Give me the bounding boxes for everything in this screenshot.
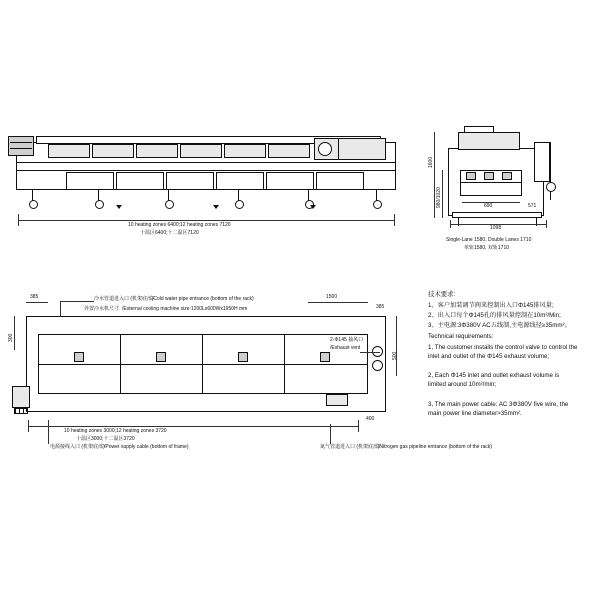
tech-heading-cn: 技术要求: <box>428 291 456 298</box>
annotation-power-supply-en: /Power supply cable (bottom of frame) <box>104 444 189 450</box>
panel-detail-line <box>10 142 32 143</box>
hood-segment <box>268 144 310 158</box>
dim-right-height: 500 <box>392 351 398 360</box>
hood-segment <box>48 144 90 158</box>
callout-leader-line <box>60 301 61 317</box>
dim-width-side: 571 <box>528 203 537 209</box>
panel-detail-line <box>10 148 32 149</box>
annotation-cold-water-inlet-cn: 冷水管道进入口 (机架底部) <box>94 296 154 302</box>
tech-item-en-3: 3, The main power cable: AC 3Φ380V five wire, the main power line diameter>35mm². <box>428 401 569 418</box>
plan-zone-divider <box>202 334 203 394</box>
dim-width-outer: 1098 <box>490 225 502 231</box>
callout-leader-line <box>48 420 49 444</box>
blower-unit <box>74 352 84 362</box>
caster-wheel-icon <box>235 200 244 209</box>
exit-divider <box>338 138 339 160</box>
technical-requirements-block <box>428 290 594 440</box>
heater-block <box>502 172 512 180</box>
hood-segment <box>180 144 222 158</box>
hood-segment <box>136 144 178 158</box>
hood-segment <box>224 144 266 158</box>
exit-fan-icon <box>318 142 332 156</box>
top-span-dimension-line <box>308 302 368 303</box>
arm-pivot-icon <box>546 182 556 192</box>
caster-wheel-icon <box>373 200 382 209</box>
conveyor-rail-line <box>460 182 522 183</box>
dimension-tick <box>358 420 359 432</box>
dimension-marker <box>116 205 122 209</box>
callout-leader-line <box>60 301 94 302</box>
dimension-tick <box>18 214 19 226</box>
side-zone-label-en: 10 heating zones 6400;12 heating zones 7120 <box>128 222 231 228</box>
blower-unit <box>238 352 248 362</box>
tech-item-cn-1: 1、客户加装调节阀来控制出入口Φ145排风量; <box>428 302 554 309</box>
dim-top-span: 1500 <box>326 294 338 300</box>
dimension-tick <box>450 220 451 228</box>
lane-label-cn: 单轨1580, 双轨1710 <box>464 245 510 251</box>
side-zone-label-cn: 十温区6400;十二温区7120 <box>140 230 199 236</box>
cross-section-hood <box>458 132 520 150</box>
dim-bottom-right: 400 <box>366 416 375 422</box>
side-elevation-view <box>8 120 408 265</box>
annotation-nitrogen-cn: 氮气管道进入口 (机架底部) <box>320 444 380 450</box>
tech-item-cn-2: 2、出入口每个Φ145孔的排风量控制在10m²/Min; <box>428 312 561 319</box>
dim-right-small: 385 <box>376 304 385 310</box>
cabinet-door <box>216 172 264 190</box>
heater-block <box>484 172 494 180</box>
hood-segment <box>92 144 134 158</box>
cross-section-view <box>428 120 578 265</box>
annotation-cold-water-inlet-en: /Cold water pipe entrance (bottom of the rack) <box>152 296 254 302</box>
cross-section-base <box>452 212 542 218</box>
tech-item-en-2: 2, Each Φ145 inlet and outlet exhaust volume is limited around 10m²/min; <box>428 372 560 389</box>
heater-block <box>466 172 476 180</box>
tech-item-cn-3: 3、主电源:3Φ380V AC五线制,主电源线径≥35mm²。 <box>428 322 571 329</box>
annotation-power-supply-cn: 电源接线入口 (机架底部) <box>50 444 105 450</box>
left-height-dimension-line <box>14 316 15 350</box>
tech-item-en-1: 1, The customer installs the control valve to control the inlet and outlet of the Φ145 exhaust volume; <box>428 344 578 361</box>
frame-line <box>16 170 396 171</box>
sub-height-dimension-line <box>442 170 443 218</box>
top-plan-view <box>8 290 408 460</box>
plan-divider <box>38 364 368 365</box>
cabinet-door <box>316 172 364 190</box>
annotation-external-cooling-cn: 外置冷水机尺寸 <box>84 306 120 312</box>
dim-height-sub: 980/1020 <box>436 187 442 208</box>
cross-section-hood-cap <box>464 126 494 133</box>
dim-height-total: 1600 <box>428 156 434 168</box>
plan-length-dimension-line <box>28 426 358 427</box>
dim-left-height: 300 <box>8 333 14 342</box>
overall-length-dimension-line <box>18 220 394 221</box>
caster-wheel-icon <box>29 200 38 209</box>
callout-leader-line <box>330 424 331 444</box>
dimension-marker <box>213 205 219 209</box>
tech-heading-en: Technical requirements: <box>428 333 494 340</box>
inlet-block <box>12 386 30 408</box>
cabinet-door <box>166 172 214 190</box>
annotation-nitrogen-en: /Nitrogen gas pipeline entrance (bottom of the rack) <box>378 444 492 450</box>
outlet-block <box>326 394 348 406</box>
dimension-tick <box>28 420 29 432</box>
conveyor-line <box>16 162 396 163</box>
blower-unit <box>320 352 330 362</box>
dimension-tick <box>546 220 547 228</box>
annotation-exhaust-vent-cn: 2-Φ145 抽风口 <box>330 337 364 343</box>
annotation-external-cooling-en: /External cooling machine size:1200Lx600Wx1950H mm <box>122 306 248 312</box>
cross-section-side-arm <box>534 142 550 182</box>
dim-left-small: 385 <box>30 294 39 300</box>
blower-unit <box>156 352 166 362</box>
control-panel-cabinet <box>8 136 34 156</box>
dim-width-inner: 690 <box>484 203 493 209</box>
caster-wheel-icon <box>95 200 104 209</box>
height-dimension-line <box>434 132 435 218</box>
top-zone-label-en: 10 heating zones 3000;12 heating zones 3720 <box>64 428 167 434</box>
plan-zone-divider <box>120 334 121 394</box>
dimension-tick <box>394 214 395 226</box>
caster-wheel-icon <box>165 200 174 209</box>
callout-leader-line <box>360 352 380 353</box>
cabinet-door <box>66 172 114 190</box>
exhaust-vent-icon <box>372 360 383 371</box>
lane-label-en: Single-Lane 1580, Double Lanes 1710 <box>446 237 532 243</box>
cabinet-door <box>116 172 164 190</box>
plan-zone-divider <box>284 334 285 394</box>
top-zone-label-cn: 十温区3000;十二温区3720 <box>76 436 135 442</box>
right-height-dimension-line <box>396 316 397 376</box>
left-small-dimension-line <box>26 302 48 303</box>
inlet-hatch <box>14 408 28 414</box>
annotation-exhaust-vent-en: /Exhaust vent <box>330 345 361 351</box>
dimension-marker <box>310 205 316 209</box>
cabinet-door <box>266 172 314 190</box>
